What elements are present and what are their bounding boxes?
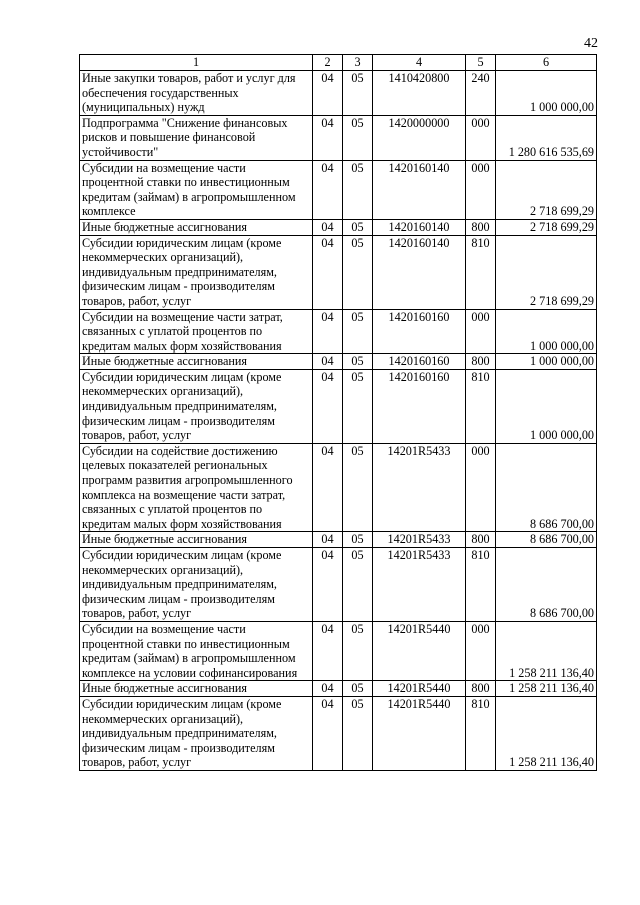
row-target-code: 1420160160	[373, 354, 466, 370]
row-amount: 2 718 699,29	[496, 160, 597, 219]
row-target-code: 1420160160	[373, 309, 466, 354]
header-row	[80, 55, 597, 71]
page-number: 42	[584, 36, 598, 51]
table-row	[80, 309, 597, 354]
table-row	[80, 71, 597, 116]
budget-table	[79, 54, 597, 771]
row-name: Иные закупки товаров, работ и услуг для обеспечения государственных (муниципальных) нужд	[80, 71, 313, 116]
header-col-1: 1	[80, 55, 313, 71]
row-section: 04	[313, 235, 343, 309]
row-section: 04	[313, 532, 343, 548]
row-name: Субсидии юридическим лицам (кроме некоммерческих организаций), индивидуальным предпринимателям, физическим лицам - производителям товаров, работ, услуг	[80, 548, 313, 622]
row-expense-type: 800	[466, 219, 496, 235]
row-section: 04	[313, 115, 343, 160]
row-subsection: 05	[343, 369, 373, 443]
row-amount: 1 258 211 136,40	[496, 696, 597, 770]
row-subsection: 05	[343, 354, 373, 370]
table-row	[80, 369, 597, 443]
row-name: Иные бюджетные ассигнования	[80, 354, 313, 370]
row-subsection: 05	[343, 235, 373, 309]
row-subsection: 05	[343, 115, 373, 160]
header-col-5: 5	[466, 55, 496, 71]
row-amount: 2 718 699,29	[496, 235, 597, 309]
row-expense-type: 810	[466, 548, 496, 622]
row-amount: 1 258 211 136,40	[496, 621, 597, 680]
row-section: 04	[313, 369, 343, 443]
table-row	[80, 548, 597, 622]
row-amount: 8 686 700,00	[496, 532, 597, 548]
row-section: 04	[313, 160, 343, 219]
row-name: Иные бюджетные ассигнования	[80, 681, 313, 697]
row-name: Субсидии на возмещение части процентной ставки по инвестиционным кредитам (займам) в агропромышленном комплексе на условии софинансирования	[80, 621, 313, 680]
row-amount: 8 686 700,00	[496, 548, 597, 622]
row-section: 04	[313, 548, 343, 622]
row-subsection: 05	[343, 71, 373, 116]
row-expense-type: 000	[466, 443, 496, 532]
row-amount: 1 000 000,00	[496, 71, 597, 116]
table-row	[80, 443, 597, 532]
table-row	[80, 621, 597, 680]
row-amount: 2 718 699,29	[496, 219, 597, 235]
row-expense-type: 810	[466, 235, 496, 309]
row-subsection: 05	[343, 681, 373, 697]
row-name: Субсидии на содействие достижению целевых показателей региональных программ развития агропромышленного комплекса на возмещение части затрат, связанных с уплатой процентов по кредитам малых форм хозяйствования	[80, 443, 313, 532]
row-subsection: 05	[343, 443, 373, 532]
row-amount: 8 686 700,00	[496, 443, 597, 532]
row-subsection: 05	[343, 696, 373, 770]
row-section: 04	[313, 219, 343, 235]
row-target-code: 1420000000	[373, 115, 466, 160]
table-row	[80, 532, 597, 548]
row-name: Иные бюджетные ассигнования	[80, 219, 313, 235]
row-name: Субсидии юридическим лицам (кроме некоммерческих организаций), индивидуальным предпринимателям, физическим лицам - производителям товаров, работ, услуг	[80, 235, 313, 309]
row-name: Иные бюджетные ассигнования	[80, 532, 313, 548]
row-expense-type: 800	[466, 532, 496, 548]
row-subsection: 05	[343, 309, 373, 354]
header-col-6: 6	[496, 55, 597, 71]
row-expense-type: 810	[466, 369, 496, 443]
header-col-4: 4	[373, 55, 466, 71]
row-expense-type: 240	[466, 71, 496, 116]
row-expense-type: 000	[466, 115, 496, 160]
row-amount: 1 280 616 535,69	[496, 115, 597, 160]
row-name: Подпрограмма "Снижение финансовых рисков и повышение финансовой устойчивости"	[80, 115, 313, 160]
table-row	[80, 235, 597, 309]
row-target-code: 14201R5440	[373, 681, 466, 697]
row-target-code: 14201R5440	[373, 696, 466, 770]
row-subsection: 05	[343, 532, 373, 548]
row-amount: 1 000 000,00	[496, 309, 597, 354]
row-expense-type: 000	[466, 309, 496, 354]
row-subsection: 05	[343, 160, 373, 219]
row-name: Субсидии на возмещение части затрат, связанных с уплатой процентов по кредитам малых форм хозяйствования	[80, 309, 313, 354]
row-expense-type: 800	[466, 681, 496, 697]
row-amount: 1 000 000,00	[496, 369, 597, 443]
row-subsection: 05	[343, 621, 373, 680]
row-expense-type: 810	[466, 696, 496, 770]
header-col-2: 2	[313, 55, 343, 71]
row-target-code: 1410420800	[373, 71, 466, 116]
row-name: Субсидии юридическим лицам (кроме некоммерческих организаций), индивидуальным предпринимателям, физическим лицам - производителям товаров, работ, услуг	[80, 696, 313, 770]
row-expense-type: 000	[466, 160, 496, 219]
row-name: Субсидии на возмещение части процентной ставки по инвестиционным кредитам (займам) в агропромышленном комплексе	[80, 160, 313, 219]
row-target-code: 14201R5440	[373, 621, 466, 680]
row-target-code: 1420160140	[373, 160, 466, 219]
row-expense-type: 800	[466, 354, 496, 370]
row-section: 04	[313, 681, 343, 697]
table-row	[80, 160, 597, 219]
row-target-code: 14201R5433	[373, 532, 466, 548]
row-section: 04	[313, 696, 343, 770]
row-subsection: 05	[343, 548, 373, 622]
row-section: 04	[313, 71, 343, 116]
row-amount: 1 000 000,00	[496, 354, 597, 370]
header-col-3: 3	[343, 55, 373, 71]
row-target-code: 1420160140	[373, 235, 466, 309]
row-target-code: 1420160160	[373, 369, 466, 443]
table-row	[80, 115, 597, 160]
row-expense-type: 000	[466, 621, 496, 680]
row-section: 04	[313, 621, 343, 680]
row-amount: 1 258 211 136,40	[496, 681, 597, 697]
row-section: 04	[313, 309, 343, 354]
row-target-code: 14201R5433	[373, 548, 466, 622]
row-section: 04	[313, 443, 343, 532]
row-target-code: 1420160140	[373, 219, 466, 235]
row-target-code: 14201R5433	[373, 443, 466, 532]
table-row	[80, 219, 597, 235]
table-row	[80, 354, 597, 370]
row-name: Субсидии юридическим лицам (кроме некоммерческих организаций), индивидуальным предпринимателям, физическим лицам - производителям товаров, работ, услуг	[80, 369, 313, 443]
row-subsection: 05	[343, 219, 373, 235]
table-row	[80, 696, 597, 770]
row-section: 04	[313, 354, 343, 370]
table-row	[80, 681, 597, 697]
